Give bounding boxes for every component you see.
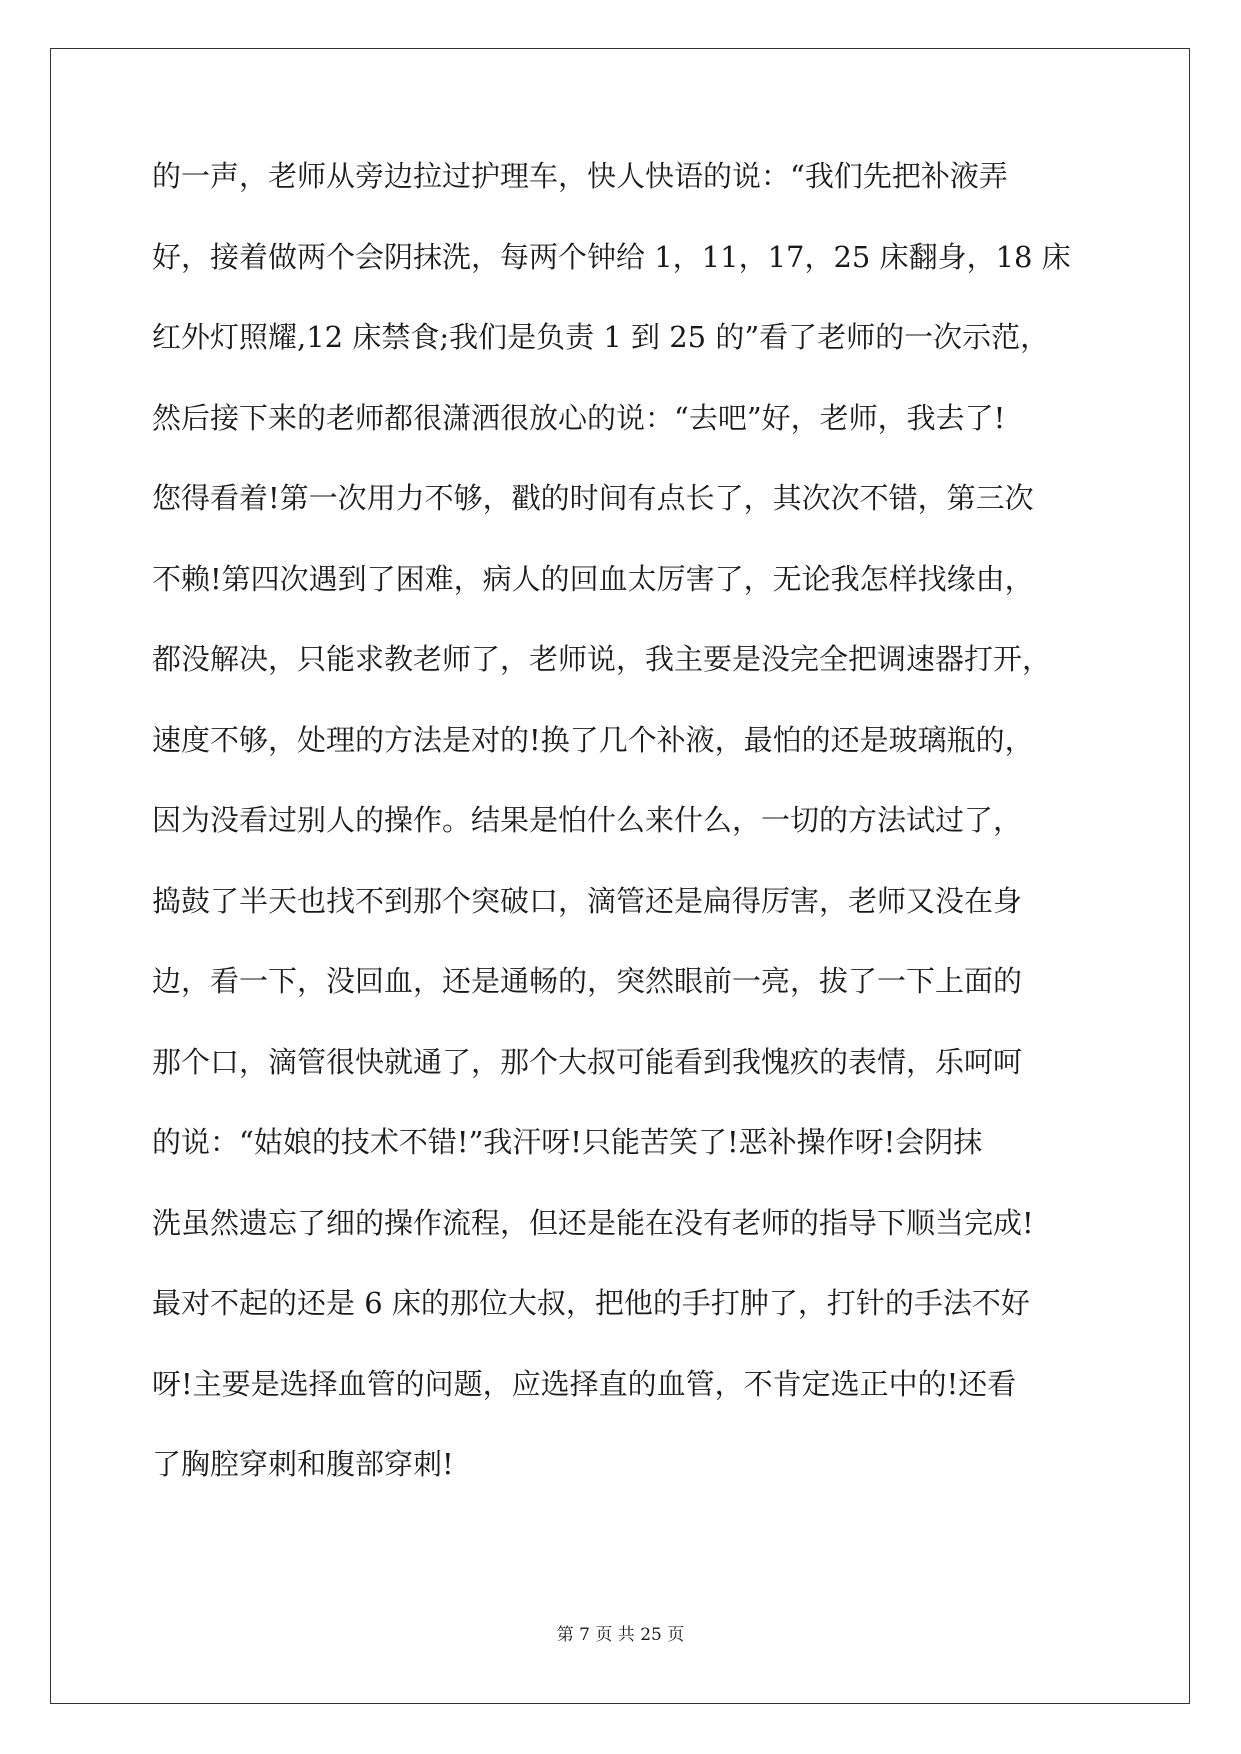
text-line: 的说：“姑娘的技术不错!”我汗呀!只能苦笑了!恶补操作呀!会阴抹 (152, 1125, 983, 1159)
text-line: 的一声，老师从旁边拉过护理车，快人快语的说：“我们先把补液弄 (152, 159, 1008, 193)
text-line: 最对不起的还是 6 床的那位大叔，把他的手打肿了，打针的手法不好 (152, 1286, 1030, 1320)
text-line: 红外灯照耀,12 床禁食;我们是负责 1 到 25 的”看了老师的一次示范， (152, 320, 1050, 354)
page-footer (0, 1620, 1241, 1645)
text-line: 了胸腔穿刺和腹部穿刺! (152, 1447, 454, 1481)
text-line: 好，接着做两个会阴抹洗，每两个钟给 1，11，17，25 床翻身，18 床 (152, 239, 1071, 274)
page-number: 第 7 页 共 25 页 (556, 1625, 685, 1645)
text-line: 不赖!第四次遇到了困难，病人的回血太厉害了，无论我怎样找缘由， (152, 561, 1034, 596)
text-line: 呀!主要是选择血管的问题，应选择直的血管，不肯定选正中的!还看 (152, 1366, 1017, 1401)
text-line: 捣鼓了半天也找不到那个突破口，滴管还是扁得厉害，老师又没在身 (152, 883, 1023, 918)
text-line: 边，看一下，没回血，还是通畅的，突然眼前一亮，拔了一下上面的 (152, 964, 1023, 998)
text-line: 因为没看过别人的操作。结果是怕什么来什么，一切的方法试过了， (152, 803, 1023, 837)
text-line: 那个口，滴管很快就通了，那个大叔可能看到我愧疚的表情，乐呵呵 (152, 1044, 1023, 1079)
text-line: 洗虽然遗忘了细的操作流程，但还是能在没有老师的指导下顺当完成! (152, 1205, 1034, 1240)
text-line: 速度不够，处理的方法是对的!换了几个补液，最怕的还是玻璃瓶的， (152, 722, 1034, 757)
body-paragraph (152, 158, 1092, 1527)
text-line: 您得看着!第一次用力不够，戳的时间有点长了，其次次不错，第三次 (152, 481, 1034, 515)
text-line: 然后接下来的老师都很潇洒很放心的说：“去吧”好，老师，我去了! (152, 400, 1006, 435)
text-line: 都没解决，只能求教老师了，老师说，我主要是没完全把调速器打开， (152, 642, 1052, 676)
